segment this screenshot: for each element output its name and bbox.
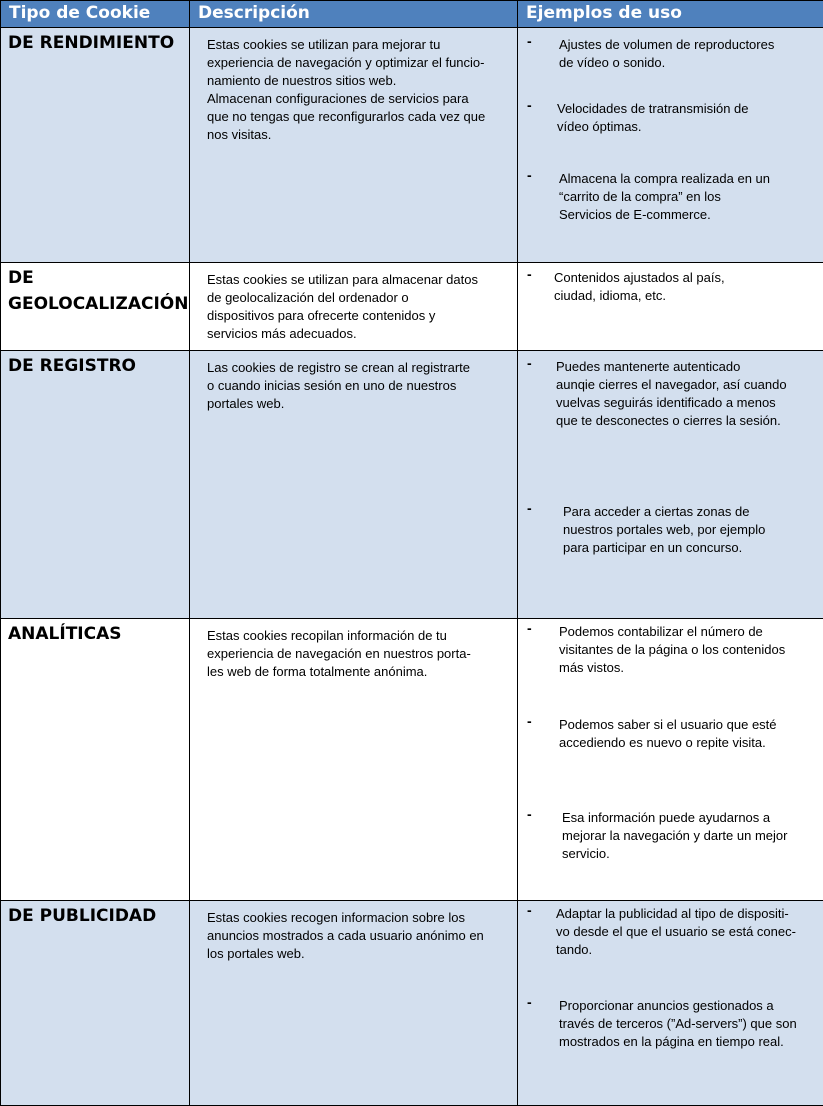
example-line: “carrito de la compra” en los xyxy=(559,189,721,204)
example-item xyxy=(518,33,823,72)
cookie-examples xyxy=(518,619,823,901)
example-line: Servicios de E-commerce. xyxy=(559,207,711,222)
example-line: Velocidades de tratransmisión de xyxy=(557,101,749,116)
description-line: Almacenan configuraciones de servicios para xyxy=(207,91,469,106)
example-line: Adaptar la publicidad al tipo de dispositi- xyxy=(556,906,789,921)
header-description: Descripción xyxy=(190,1,518,28)
example-line: Proporcionar anuncios gestionados a xyxy=(559,998,774,1013)
description-line: namiento de nuestros sitios web. xyxy=(207,73,397,88)
header-examples: Ejemplos de uso xyxy=(518,1,823,28)
type-line: DE PUBLICIDAD xyxy=(8,906,157,926)
bullet-dash: - xyxy=(527,500,532,516)
example-line: Almacena la compra realizada en un xyxy=(559,171,771,186)
cookie-examples xyxy=(518,901,823,1106)
example-line: vuelvas seguirás identificado a menos xyxy=(556,395,776,410)
example-line: Puedes mantenerte autenticado xyxy=(556,359,741,374)
example-item xyxy=(518,167,823,224)
cookie-description xyxy=(190,351,518,619)
description-line: Las cookies de registro se crean al registrarte xyxy=(207,360,471,375)
cookie-description xyxy=(190,263,518,351)
example-line: mostrados en la página en tiempo real. xyxy=(559,1034,784,1049)
table-row xyxy=(1,351,823,619)
example-line: accediendo es nuevo o repite visita. xyxy=(559,735,766,750)
example-line: mejorar la navegación y darte un mejor xyxy=(562,828,788,843)
bullet-dash: - xyxy=(527,620,532,636)
cookie-type xyxy=(1,901,190,1106)
description-line: Estas cookies se utilizan para almacenar datos xyxy=(207,272,478,287)
description-line: Estas cookies se utilizan para mejorar tu xyxy=(207,37,441,52)
example-line: Para acceder a ciertas zonas de xyxy=(563,504,750,519)
bullet-dash: - xyxy=(527,902,532,918)
description-line: les web de forma totalmente anónima. xyxy=(207,664,428,679)
example-item xyxy=(518,994,823,1051)
cookie-type xyxy=(1,28,190,263)
cookie-type xyxy=(1,263,190,351)
bullet-dash: - xyxy=(527,33,532,49)
cookie-examples xyxy=(518,351,823,619)
example-line: que te desconectes o cierres la sesión. xyxy=(556,413,781,428)
type-line: DE RENDIMIENTO xyxy=(8,33,175,53)
cookie-description xyxy=(190,901,518,1106)
bullet-dash: - xyxy=(527,167,532,183)
bullet-dash: - xyxy=(527,355,532,371)
description-line: nos visitas. xyxy=(207,127,272,142)
example-line: para participar en un concurso. xyxy=(563,540,743,555)
description-line: servicios más adecuados. xyxy=(207,326,357,341)
example-line: aunqie cierres el navegador, así cuando xyxy=(556,377,787,392)
type-line: GEOLOCALIZACIÓN xyxy=(8,294,189,314)
header-row xyxy=(1,1,823,28)
example-item xyxy=(518,355,823,430)
example-line: nuestros portales web, por ejemplo xyxy=(563,522,766,537)
description-line: los portales web. xyxy=(207,946,305,961)
cookie-type xyxy=(1,619,190,901)
cookie-examples xyxy=(518,28,823,263)
example-line: ciudad, idioma, etc. xyxy=(554,288,667,303)
bullet-dash: - xyxy=(527,97,532,113)
type-line: DE xyxy=(8,268,34,288)
description-line: experiencia de navegación y optimizar el funcio- xyxy=(207,55,485,70)
example-line: más vistos. xyxy=(559,660,625,675)
example-line: Esa información puede ayudarnos a xyxy=(562,810,771,825)
example-line: Podemos saber si el usuario que esté xyxy=(559,717,777,732)
cookie-description xyxy=(190,28,518,263)
description-line: experiencia de navegación en nuestros porta- xyxy=(207,646,471,661)
example-line: de vídeo o sonido. xyxy=(559,55,666,70)
example-line: visitantes de la página o los contenidos xyxy=(559,642,786,657)
description-line: portales web. xyxy=(207,396,285,411)
description-line: Estas cookies recopilan información de tu xyxy=(207,628,447,643)
example-line: tando. xyxy=(556,942,593,957)
description-line: anuncios mostrados a cada usuario anónimo en xyxy=(207,928,484,943)
example-item xyxy=(518,500,823,557)
table-row xyxy=(1,263,823,351)
table-row xyxy=(1,619,823,901)
bullet-dash: - xyxy=(527,994,532,1010)
example-line: través de terceros (”Ad-servers”) que son xyxy=(559,1016,797,1031)
example-line: servicio. xyxy=(562,846,610,861)
example-item xyxy=(518,902,823,959)
example-item xyxy=(518,97,823,136)
cookie-description xyxy=(190,619,518,901)
example-item xyxy=(518,266,823,305)
bullet-dash: - xyxy=(527,806,532,822)
description-line: dispositivos para ofrecerte contenidos y xyxy=(207,308,436,323)
cookie-type xyxy=(1,351,190,619)
description-line: Estas cookies recogen informacion sobre los xyxy=(207,910,465,925)
bullet-dash: - xyxy=(527,713,532,729)
table-row xyxy=(1,901,823,1106)
cookie-examples xyxy=(518,263,823,351)
description-line: de geolocalización del ordenador o xyxy=(207,290,409,305)
table-row xyxy=(1,28,823,263)
example-line: vídeo óptimas. xyxy=(557,119,642,134)
type-line: ANALÍTICAS xyxy=(8,624,122,644)
type-line: DE REGISTRO xyxy=(8,356,137,376)
description-line: o cuando inicias sesión en uno de nuestros xyxy=(207,378,457,393)
bullet-dash: - xyxy=(527,266,532,282)
example-line: Contenidos ajustados al país, xyxy=(554,270,725,285)
example-item xyxy=(518,713,823,752)
description-line: que no tengas que reconfigurarlos cada vez que xyxy=(207,109,486,124)
example-line: Podemos contabilizar el número de xyxy=(559,624,763,639)
header-type: Tipo de Cookie xyxy=(1,1,190,28)
example-line: vo desde el que el usuario se está conec- xyxy=(556,924,796,939)
example-item xyxy=(518,620,823,677)
example-line: Ajustes de volumen de reproductores xyxy=(559,37,775,52)
example-item xyxy=(518,806,823,863)
